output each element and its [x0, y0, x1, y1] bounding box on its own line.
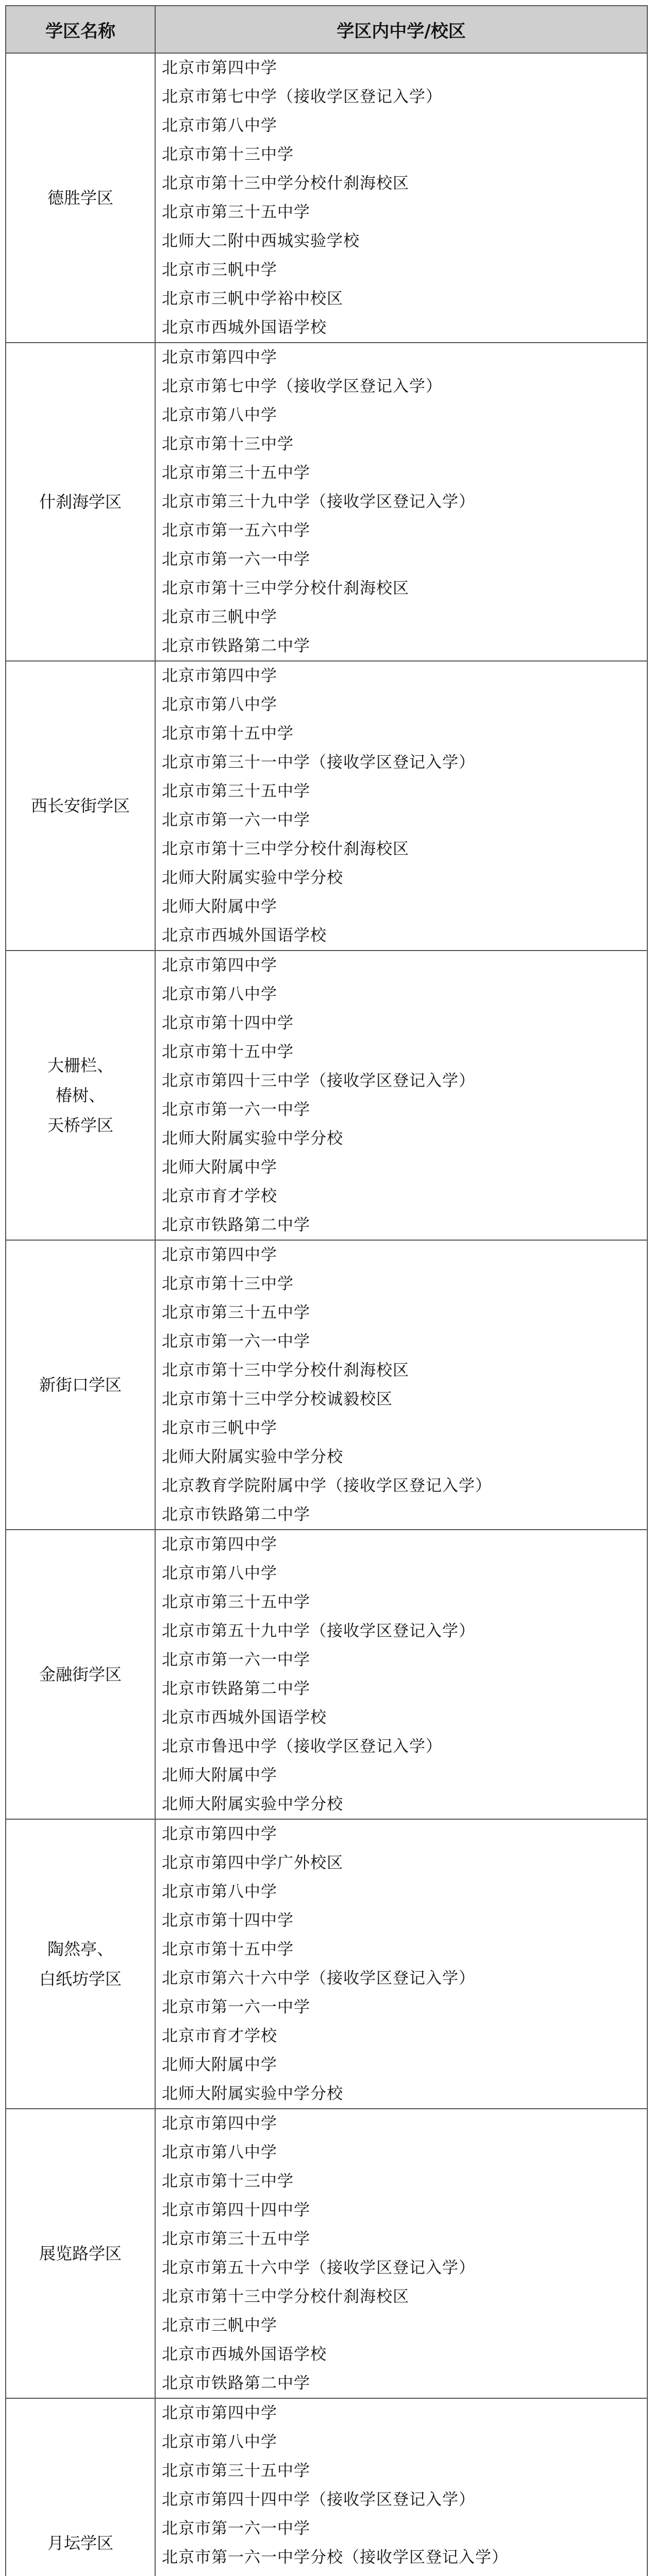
table-row [6, 1530, 647, 1819]
school-list-item: 北京市第七中学（接收学区登记入学） [162, 88, 442, 106]
school-list-item: 北京市第四中学 [162, 59, 277, 77]
school-list-item: 北师大附属中学 [162, 1766, 277, 1785]
school-list-item: 北京市第八中学 [162, 985, 277, 1004]
school-list-item: 北京市第四中学广外校区 [162, 1854, 343, 1872]
district-name-cell [6, 2109, 155, 2398]
table-row [6, 1819, 647, 2109]
school-list-item: 北师大附属中学 [162, 1158, 277, 1177]
school-list-item: 北京市第十三中学分校什刹海校区 [162, 1361, 409, 1380]
district-name-cell [6, 343, 155, 661]
school-list-item: 北京市第四中学 [162, 667, 277, 685]
district-schools-cell [155, 1240, 647, 1530]
district-schools-cell [155, 1819, 647, 2109]
school-list-item: 北京市第十三中学 [162, 1275, 294, 1293]
school-list-item: 北京市第十三中学分校诚毅校区 [162, 1390, 393, 1409]
district-name-cell [6, 951, 155, 1240]
school-list-item: 北京市第十四中学 [162, 1911, 294, 1930]
school-list-item: 北京市第六十六中学（接收学区登记入学） [162, 1969, 475, 1988]
school-list-item: 北京市第八中学 [162, 696, 277, 714]
school-list-item: 北京市第四中学 [162, 1535, 277, 1554]
school-list-item: 北京市第十五中学 [162, 1043, 294, 1061]
school-list-item: 北京市第十三中学分校什刹海校区 [162, 174, 409, 193]
district-name-line: 天桥学区 [47, 1115, 113, 1135]
school-list-item: 北京市第四中学 [162, 1825, 277, 1843]
school-list-item: 北京市铁路第二中学 [162, 2374, 310, 2393]
school-list-item: 北京市第八中学 [162, 116, 277, 135]
school-list-item: 北京市第一六一中学分校（接收学区登记入学） [162, 2548, 508, 2567]
school-district-table [5, 5, 648, 2576]
district-schools-cell [155, 53, 647, 343]
school-list-item: 北京市第八中学 [162, 1564, 277, 1583]
school-list-item: 北京市铁路第二中学 [162, 1680, 310, 1698]
district-schools-cell [155, 2398, 647, 2576]
school-list-item: 北京市第四中学 [162, 348, 277, 367]
school-list-item: 北京市第十三中学 [162, 2172, 294, 2191]
district-schools-cell [155, 2109, 647, 2398]
district-name-cell [6, 1819, 155, 2109]
school-list-item: 北师大附属实验中学分校 [162, 1448, 343, 1466]
district-schools-cell [155, 661, 647, 951]
school-list-item: 北师大附属实验中学分校 [162, 1795, 343, 1814]
district-name-line: 陶然亭、 [47, 1939, 113, 1959]
school-list-item: 北京市第一六一中学 [162, 1332, 310, 1351]
school-list-item: 北京市第三十五中学 [162, 782, 310, 801]
school-list-item: 北京市西城外国语学校 [162, 2345, 327, 2364]
school-list-item: 北京市铁路第二中学 [162, 1505, 310, 1524]
school-list-item: 北京市第一六一中学 [162, 1100, 310, 1119]
school-list-item: 北京市第四十四中学（接收学区登记入学） [162, 2490, 475, 2509]
school-list-item: 北京市第三十九中学（接收学区登记入学） [162, 493, 475, 511]
district-name-line: 月坛学区 [47, 2533, 113, 2553]
district-name-cell [6, 661, 155, 951]
district-name-line: 金融街学区 [39, 1665, 122, 1684]
school-list-item: 北京市第十三中学分校什刹海校区 [162, 579, 409, 598]
district-name-line: 什刹海学区 [39, 492, 122, 512]
school-list-item: 北京市三帆中学 [162, 1419, 277, 1437]
school-list-item: 北京市第三十五中学 [162, 1303, 310, 1322]
district-name-line: 白纸坊学区 [39, 1969, 122, 1989]
table-row [6, 343, 647, 661]
school-list-item: 北京市第八中学 [162, 2143, 277, 2162]
school-list-item: 北京市育才学校 [162, 1187, 277, 1206]
school-list-item: 北京市第七中学（接收学区登记入学） [162, 377, 442, 396]
school-list-item: 北京市第四中学 [162, 1246, 277, 1264]
table-row [6, 951, 647, 1240]
school-list-item: 北京市第四中学 [162, 2404, 277, 2422]
table-row [6, 2109, 647, 2398]
header-district-schools: 学区内中学/校区 [155, 6, 647, 53]
table-row [6, 53, 647, 343]
district-name-line: 展览路学区 [39, 2244, 122, 2263]
school-list-item: 北京市育才学校 [162, 2027, 277, 2045]
table-body [6, 53, 647, 2576]
school-list-item: 北京市第三十五中学 [162, 203, 310, 222]
school-list-item: 北京市第一六一中学 [162, 2519, 310, 2538]
school-list-item: 北京市第三十五中学 [162, 464, 310, 482]
school-list-item: 北京市三帆中学 [162, 2316, 277, 2335]
district-name-cell [6, 1530, 155, 1819]
school-list-item: 北京市第四十三中学（接收学区登记入学） [162, 1072, 475, 1090]
school-list-item: 北师大附属实验中学分校 [162, 2084, 343, 2103]
district-name-line: 椿树、 [55, 1086, 105, 1105]
school-list-item: 北师大附属中学 [162, 2056, 277, 2074]
school-list-item: 北京市西城外国语学校 [162, 926, 327, 945]
district-name-cell [6, 2398, 155, 2576]
school-list-item: 北京市三帆中学 [162, 608, 277, 626]
school-list-item: 北京市第五十六中学（接收学区登记入学） [162, 2259, 475, 2277]
school-list-item: 北京市第十四中学 [162, 1014, 294, 1032]
district-name-line: 大栅栏、 [47, 1056, 113, 1075]
school-list-item [156, 2572, 647, 2576]
school-list-item: 北京市第四十四中学 [162, 2201, 310, 2219]
school-list-item: 北京市第三十五中学 [162, 1593, 310, 1612]
school-list-item: 北京市第三十五中学 [162, 2462, 310, 2480]
school-list-item: 北京市第十五中学 [162, 724, 294, 743]
school-list-item: 北京市第三十一中学（接收学区登记入学） [162, 753, 475, 772]
header-district-name: 学区名称 [6, 6, 155, 53]
school-list-item: 北京市第一六一中学 [162, 811, 310, 829]
school-list-item: 北京市铁路第二中学 [162, 1216, 310, 1234]
school-list-item: 北京市第三十五中学 [162, 2230, 310, 2248]
school-list-item: 北师大附属中学 [162, 897, 277, 916]
school-list-item: 北京教育学院附属中学（接收学区登记入学） [162, 1477, 492, 1495]
district-name-line: 新街口学区 [39, 1375, 122, 1395]
school-list-item: 北京市第十三中学分校什刹海校区 [162, 2287, 409, 2306]
school-list-item: 北师大二附中西城实验学校 [162, 232, 360, 250]
district-name-cell [6, 1240, 155, 1530]
school-list-item: 北京市第八中学 [162, 1883, 277, 1901]
district-schools-cell [155, 343, 647, 661]
school-list-item: 北京市第十三中学 [162, 145, 294, 164]
table-header-row [6, 6, 647, 53]
district-name-line: 西长安街学区 [30, 796, 130, 816]
school-list-item: 北京市西城外国语学校 [162, 318, 327, 337]
school-list-item: 北京市第一六一中学 [162, 1998, 310, 2016]
school-list-item: 北京市三帆中学裕中校区 [162, 290, 343, 308]
school-list-item: 北师大附属实验中学分校 [162, 1129, 343, 1148]
school-list-item: 北师大附属实验中学分校 [162, 869, 343, 887]
district-schools-cell [155, 1530, 647, 1819]
school-list-item: 北京市第十三中学分校什刹海校区 [162, 840, 409, 858]
school-list-item: 北京市第四中学 [162, 956, 277, 975]
school-list-item: 北京市第八中学 [162, 2433, 277, 2451]
school-list-item: 北京市西城外国语学校 [162, 1708, 327, 1727]
school-list-item: 北京市第一六一中学 [162, 1651, 310, 1669]
district-schools-cell [155, 951, 647, 1240]
school-list-item: 北京市鲁迅中学（接收学区登记入学） [162, 1737, 442, 1756]
school-list-item: 北京市第一五六中学 [162, 521, 310, 540]
school-list-item: 北京市铁路第二中学 [162, 637, 310, 655]
school-list-item: 北京市第四中学 [162, 2114, 277, 2133]
school-list-item: 北京市第十五中学 [162, 1940, 294, 1959]
school-list-item: 北京市第八中学 [162, 406, 277, 425]
school-list-item: 北京市第一六一中学 [162, 550, 310, 569]
school-list-item: 北京市第十三中学 [162, 435, 294, 453]
district-name-line: 德胜学区 [47, 188, 113, 208]
school-list-item: 北京市第五十九中学（接收学区登记入学） [162, 1622, 475, 1640]
table-row [6, 661, 647, 951]
table-row [6, 1240, 647, 1530]
school-list-item: 北京市三帆中学 [162, 261, 277, 279]
district-name-cell [6, 53, 155, 343]
table-row [6, 2398, 647, 2576]
